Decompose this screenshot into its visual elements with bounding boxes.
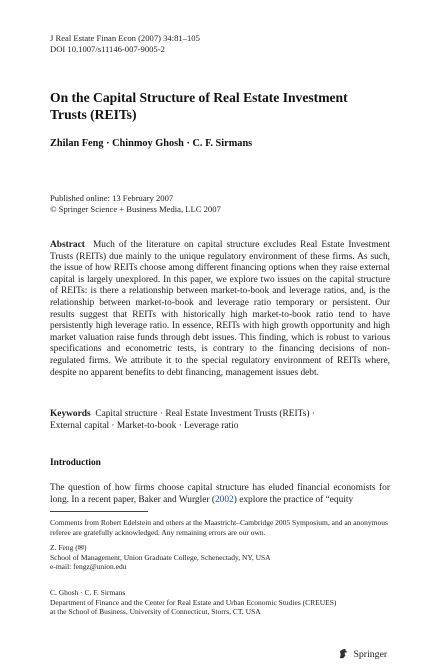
doi-line: DOI 10.1007/s11146-007-9005-2 — [50, 44, 165, 54]
journal-citation: J Real Estate Finan Econ (2007) 34:81–105 — [50, 33, 200, 43]
author-list: Zhilan Feng · Chinmoy Ghosh · C. F. Sirmans — [50, 138, 253, 149]
springer-horse-icon — [338, 649, 353, 660]
feng-name: Z. Feng (✉) — [50, 543, 87, 552]
keywords-label: Keywords — [50, 409, 91, 419]
published-online: Published online: 13 February 2007 — [50, 193, 174, 203]
citation-link[interactable]: 2002 — [214, 494, 234, 505]
coauthor-names: C. Ghosh · C. F. Sirmans — [50, 588, 126, 597]
keywords-line-2: External capital · Market-to-book · Leverage ratio — [50, 420, 239, 431]
coauthor-affiliation-line-1: Department of Finance and the Center for Real Estate and Urban Economic Studies (CREUES) — [50, 597, 337, 607]
keywords — [50, 409, 390, 432]
intro-text-before: The question of how firms choose capital structure has eluded financial economists for long. In a recent paper, Baker and Wurgler ( — [50, 483, 390, 505]
keywords-line-1: Capital structure · Real Estate Investment Trusts (REITs) · — [95, 409, 315, 419]
springer-logo — [338, 648, 387, 660]
coauthors-block — [50, 588, 390, 617]
acknowledgment-footnote: Comments from Robert Edelstein and others at the Maastricht–Cambridge 2005 Symposium, and an anonymous referee are gratefully acknowledged. Any remaining errors are our own. — [50, 518, 388, 537]
title-line-2: Trusts (REITs) — [50, 106, 137, 122]
introduction-paragraph — [50, 483, 390, 506]
title-line-1: On the Capital Structure of Real Estate Investment — [50, 90, 348, 105]
intro-text-after: ) explore the practice of “equity — [233, 494, 354, 505]
section-heading-introduction: Introduction — [50, 458, 101, 468]
feng-email[interactable]: e-mail: fengz@union.edu — [50, 562, 127, 572]
footnote-rule — [50, 511, 148, 512]
abstract — [50, 240, 390, 379]
coauthor-affiliation-line-2: at the School of Business, University of Connecticut, Storrs, CT, USA — [50, 607, 261, 617]
corresponding-author-block — [50, 543, 390, 572]
springer-wordmark: Springer — [353, 649, 388, 660]
article-title — [50, 90, 400, 123]
feng-affiliation: School of Management, Union Graduate College, Schenectady, NY, USA — [50, 552, 271, 562]
copyright-line: © Springer Science + Business Media, LLC 2007 — [50, 204, 221, 214]
abstract-text: Much of the literature on capital structure excludes Real Estate Investment Trusts (REITs) due mainly to the unique regulatory environment of these firms. As such, the issue of how REITs choose among different financing options when they raise external capital is largely unexplored. In this paper, we explore two issues on the capital structure of REITs: is there a relationship between market-to-book and leverage ratios, and, is the relationship between market-to-book and leverage ratio temporary or persistent. Our results suggest that REITs with historically high market-to-book ratio tend to have persistently high leverage ratio. In essence, REITs with high growth opportunity and high market valuation raise funds through debt issues. This finding, which is robust to various specifications and econometric tests, is contrary to the financing decisions of non-regulated firms. We attribute it to the special regulatory environment of REITs where, despite no apparent benefits to debt financing, management issues debt. — [50, 240, 391, 378]
abstract-label: Abstract — [50, 240, 85, 250]
